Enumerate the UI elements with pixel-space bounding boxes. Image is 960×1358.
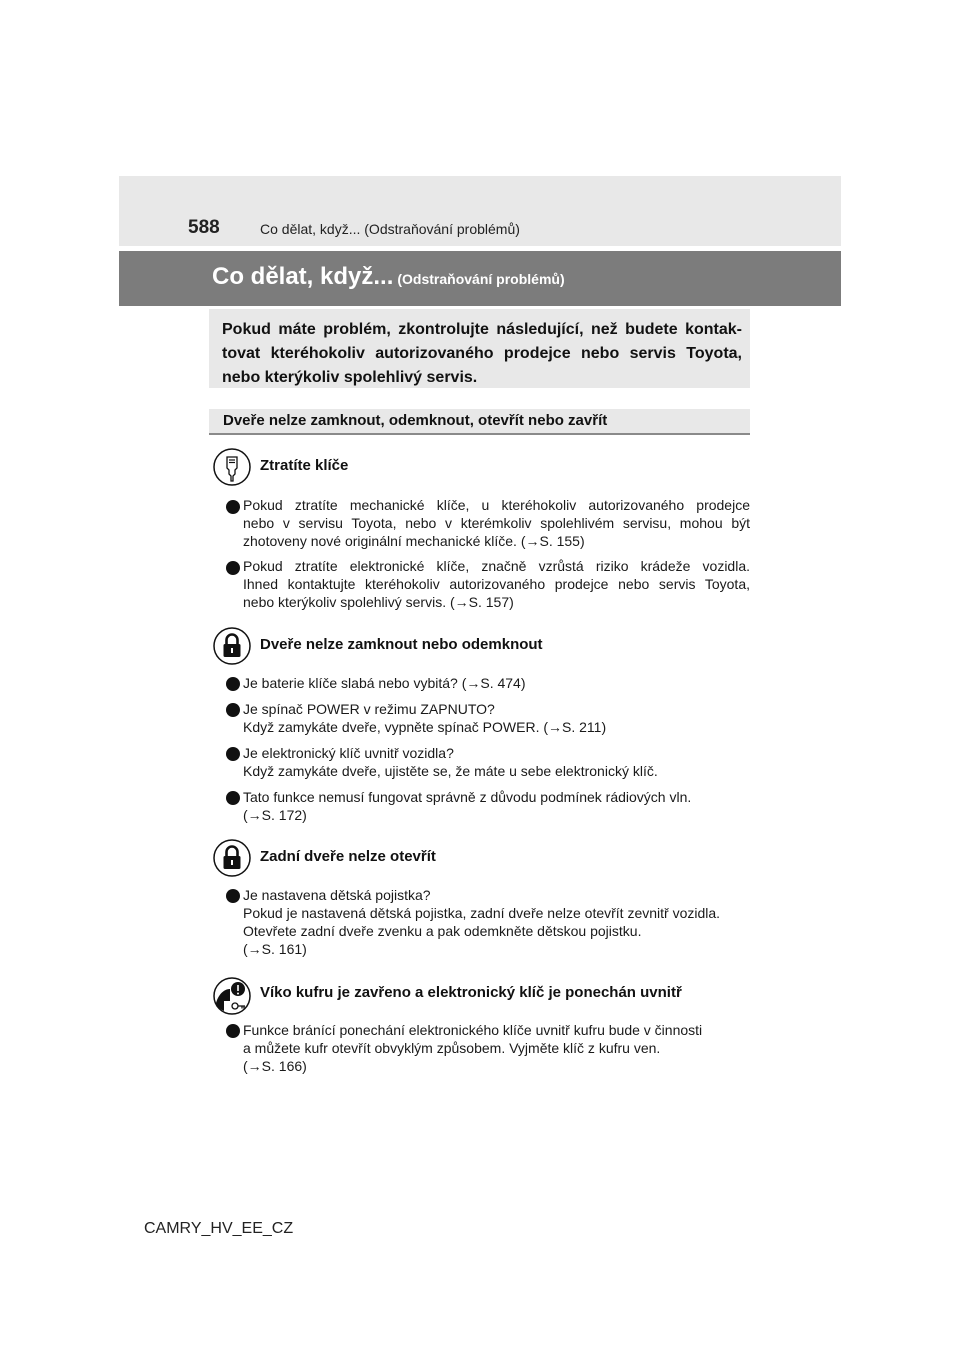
list-item-line: Je baterie klíče slabá nebo vybitá? (→S. 474)	[243, 675, 526, 691]
list-item	[243, 1021, 750, 1075]
list-item-line: Je elektronický klíč uvnitř vozidla?	[243, 745, 454, 761]
subsection-title: Dveře nelze zamknout nebo odemknout	[260, 636, 543, 653]
list-item-line: Je spínač POWER v režimu ZAPNUTO?	[243, 701, 495, 717]
intro-box	[209, 309, 750, 388]
section-heading	[209, 409, 750, 435]
bullet-icon	[226, 747, 240, 761]
page-number: 588	[188, 217, 220, 238]
list-item-line: a můžete kufr otevřít obvyklým způsobem. Vyjměte klíč z kufru ven.	[243, 1040, 661, 1056]
lock-icon	[213, 839, 251, 877]
bullet-icon	[226, 889, 240, 903]
list-item-line: (→S. 172)	[243, 807, 307, 823]
list-item	[243, 700, 750, 736]
list-item	[243, 744, 750, 780]
list-item-line: Je nastavena dětská pojistka?	[243, 887, 431, 903]
list-item-line: nebo kterýkoliv spolehlivý servis. (→S. 157)	[243, 594, 514, 610]
list-item-line: Otevřete zadní dveře zvenku a pak odemkněte dětskou pojistku.	[243, 923, 642, 939]
trunk-key-icon	[213, 977, 251, 1015]
list-item-line: Pokud je nastavená dětská pojistka, zadní dveře nelze otevřít zevnitř vozidla.	[243, 905, 721, 921]
list-item-line: (→S. 166)	[243, 1058, 307, 1074]
page-title-main: Co dělat, když...	[212, 263, 394, 290]
list-item	[243, 674, 750, 692]
section-heading-text: Dveře nelze zamknout, odemknout, otevřít nebo zavřít	[223, 412, 608, 429]
list-item-line: Pokud ztratíte elektronické klíče, značně vzrůstá riziko krádeže vozidla.	[243, 558, 750, 574]
intro-text	[222, 318, 742, 390]
title-bar	[119, 251, 841, 306]
document-code: CAMRY_HV_EE_CZ	[144, 1220, 294, 1237]
list-item-line: Pokud ztratíte mechanické klíče, u kteréhokoliv autorizovaného prodejce	[243, 497, 750, 513]
list-item-line: zhotoveny nové originální mechanické klíče. (→S. 155)	[243, 533, 585, 549]
list-item	[243, 496, 750, 550]
list-item-line: Tato funkce nemusí fungovat správně z důvodu podmínek rádiových vln.	[243, 789, 692, 805]
page-title-sub: (Odstraňování problémů)	[397, 271, 565, 287]
subsection-title: Zadní dveře nelze otevřít	[260, 848, 436, 865]
bullet-icon	[226, 703, 240, 717]
bullet-icon	[226, 500, 240, 514]
list-item-line: Funkce bránící ponechání elektronického klíče uvnitř kufru bude v činnosti	[243, 1022, 703, 1038]
list-item-line: Ihned kontaktujte kteréhokoliv autorizovaného prodejce nebo servis Toyota,	[243, 576, 750, 592]
bullet-icon	[226, 791, 240, 805]
running-title: Co dělat, když... (Odstraňování problémů)	[260, 221, 520, 237]
list-item-line: Když zamykáte dveře, vypněte spínač POWER. (→S. 211)	[243, 719, 607, 735]
bullet-icon	[226, 561, 240, 575]
intro-line: tovat kteréhokoliv autorizovaného prodejce nebo servis Toyota,	[222, 345, 742, 362]
lock-icon	[213, 627, 251, 665]
page-title	[212, 263, 565, 291]
list-item	[243, 788, 750, 824]
key-icon	[213, 448, 251, 486]
subsection-title: Víko kufru je zavřeno a elektronický klíč je ponechán uvnitř	[260, 984, 682, 1001]
list-item	[243, 557, 750, 611]
list-item-line: (→S. 161)	[243, 941, 307, 957]
list-item	[243, 886, 750, 958]
bullet-icon	[226, 677, 240, 691]
bullet-icon	[226, 1024, 240, 1038]
intro-line: Pokud máte problém, zkontrolujte následující, než budete kontak-	[222, 321, 742, 338]
list-item-line: nebo v servisu Toyota, nebo v kterémkoliv spolehlivém servisu, mohou být	[243, 515, 750, 531]
list-item-line: Když zamykáte dveře, ujistěte se, že máte u sebe elektronický klíč.	[243, 763, 658, 779]
intro-line: nebo kterýkoliv spolehlivý servis.	[222, 369, 478, 386]
subsection-title: Ztratíte klíče	[260, 457, 349, 474]
